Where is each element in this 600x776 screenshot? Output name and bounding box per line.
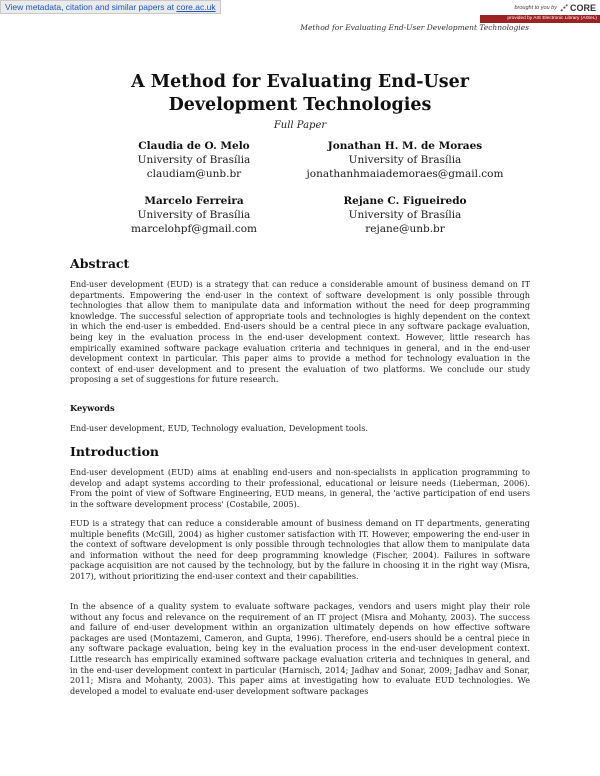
author-block [305,139,505,181]
author-name: Claudia de O. Melo [138,140,250,152]
author-affiliation: University of Brasília [348,154,462,166]
author-block [94,139,294,181]
author-block [305,194,505,236]
author-email[interactable]: rejane@unb.br [365,223,445,235]
provided-by-bar: provided by AIS Electronic Library (AISeL) [480,15,600,23]
title-line-1: A Method for Evaluating End-User [131,72,469,92]
abstract-heading: Abstract [70,256,130,271]
author-name: Jonathan H. M. de Moraes [327,140,483,152]
paper-type: Full Paper [273,120,327,131]
core-link-text: View metadata, citation and similar papers at [5,2,177,12]
author-name: Rejane C. Figueiredo [343,195,467,207]
core-brand [514,2,596,14]
keywords-heading: Keywords [70,403,115,413]
intro-paragraph: EUD is a strategy that can reduce a considerable amount of business demand on IT departments, generating multiple benefits (McGill, 2004) as higher customer satisfaction with IT. However, empowering the end-user in the context of software development is only possible through technologies that allow them to manipulate data and information without the need for deep programming knowledge (Fischer, 2004). Failures in software package acquisition are not caused by the technology, but by the failure in choosing it in the right way (Misra, 2017), without prioritizing the end-user context and their capabilities. [70,518,530,581]
author-email[interactable]: claudiam@unb.br [146,168,242,180]
intro-paragraph: End-user development (EUD) aims at enabling end-users and non-specialists in application programming to develop and adapt systems according to their professional, educational or leisure needs (Lieberman, 2006). From the point of view of Software Engineering, EUD means, in general, the 'active participation of end users in the software development process' (Costabile, 2005). [70,467,530,509]
title-line-2: Development Technologies [168,95,432,115]
author-email[interactable]: jonathanhmaiademoraes@gmail.com [306,168,504,180]
author-name: Marcelo Ferreira [144,195,244,207]
running-head: Method for Evaluating End-User Development Technologies [300,23,529,32]
author-affiliation: University of Brasília [348,209,462,221]
paper-title [0,71,600,117]
author-affiliation: University of Brasília [137,154,251,166]
core-link-domain[interactable]: core.ac.uk [176,2,216,12]
brought-to-you-text: brought to you by [514,5,557,11]
keywords-text: End-user development, EUD, Technology evaluation, Development tools. [70,423,368,433]
core-banner [0,0,600,14]
author-email[interactable]: marcelohpf@gmail.com [130,223,258,235]
abstract-text: End-user development (EUD) is a strategy that can reduce a considerable amount of business demand on IT departments. Empowering the end-user in the context of software development is only possible through technologies that allow them to manipulate data and information without the need for deep programming knowledge. The successful selection of appropriate tools and technologies is highly dependent on the context in which the end-user is embedded. End-users should be a central piece in any software package evaluation, being key in the evaluation process in the end-user development context. However, little research has empirically examined software package evaluation criteria and techniques in general, and in the end-user development context in particular. This paper aims to provide a method for technology evaluation in the context of end-user development and to present the evaluation of two platforms. We conclude our study proposing a set of suggestions for future research. [70,279,530,385]
author-affiliation: University of Brasília [137,209,251,221]
introduction-heading: Introduction [70,444,160,459]
author-block [94,194,294,236]
core-logo: CORE [569,3,596,13]
core-metadata-link[interactable] [0,0,221,14]
core-logo-icon [559,4,568,13]
intro-paragraph: In the absence of a quality system to evaluate software packages, vendors and users might play their role without any focus and relevance on the requirement of an IT project (Misra and Mohanty, 2003). The success and failure of end-user development within an organization ultimately depends on how effective software packages are used (Montazemi, Cameron, and Gupta, 1996). Therefore, end-users should be a central piece in any software package evaluation, being key in the evaluation process in the end-user development context. Little research has empirically examined software package evaluation criteria and techniques in general, and in the end-user development context in particular (Harnisch, 2014; Jadhav and Sonar, 2009; Jadhav and Sonar, 2011; Misra and Mohanty, 2003). This paper aims at investigating how to evaluate EUD technologies. We developed a model to evaluate end-user development software packages [70,601,530,696]
